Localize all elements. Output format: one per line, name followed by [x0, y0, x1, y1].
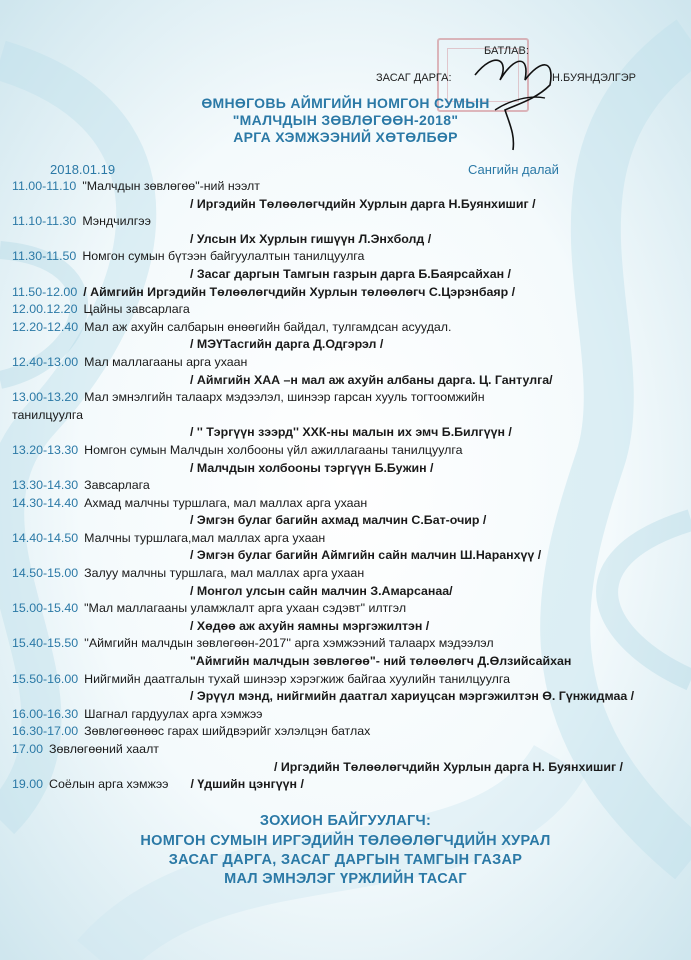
schedule-item [12, 723, 672, 741]
schedule-speaker: "Аймгийн малчдын зөвлөгөө"- ний төлөөлөгч Д.Өлзийсайхан [190, 654, 572, 669]
schedule-speaker: / Иргэдийн Төлөөлөгчдийн Хурлын дарга Н. Буянхишиг / [274, 759, 623, 774]
schedule-time: 15.40-15.50 [12, 636, 79, 651]
schedule-text: Малчны туршлага,мал маллах арга ухаан [84, 530, 326, 545]
schedule-time: 15.00-15.40 [12, 601, 79, 616]
schedule-item [12, 354, 672, 372]
schedule-text: Номгон сумын бүтээн байгуулалтын танилцуулга [82, 249, 365, 264]
schedule-item [12, 671, 672, 689]
organizer-line-1: НОМГОН СУМЫН ИРГЭДИЙН ТӨЛӨӨЛӨГЧДИЙН ХУРАЛ [140, 833, 551, 849]
schedule-time: 11.00-11.10 [12, 179, 77, 193]
schedule-speaker: / Эмгэн булаг багийн Аймгийн сайн малчин Ш.Наранхүү / [190, 548, 542, 563]
schedule-item [12, 477, 672, 495]
schedule-text: Ахмад малчны туршлага, мал маллах арга ухаан [84, 495, 368, 510]
schedule-speaker: / Иргэдийн Төлөөлөгчдийн Хурлын дарга Н.Буянхишиг / [190, 196, 536, 211]
schedule-time: 14.40-14.50 [12, 530, 79, 545]
schedule-text: Шагнал гардуулах арга хэмжээ [84, 706, 263, 721]
header-line-3: АРГА ХЭМЖЭЭНИЙ ХӨТӨЛБӨР [233, 129, 458, 145]
schedule-time: 13.00-13.20 [12, 390, 79, 405]
schedule-time: 12.20-12.40 [12, 319, 79, 334]
schedule-speaker: / '' Тэргүүн зээрд'' ХХК-ны малын их эмч Б.Билгүүн / [190, 425, 512, 440]
schedule-time: 14.30-14.40 [12, 495, 79, 510]
schedule-list [12, 178, 672, 794]
schedule-text: Зөвлөгөөнөөс гарах шийдвэрийг хэлэлцэн батлах [84, 724, 371, 739]
schedule-item [12, 741, 672, 759]
organizer-line-2: ЗАСАГ ДАРГА, ЗАСАГ ДАРГЫН ТАМГЫН ГАЗАР [168, 852, 523, 868]
schedule-text: "Мал маллагааны уламжлалт арга ухаан сэдэвт" илтгэл [84, 601, 407, 616]
schedule-text: Завсарлага [84, 478, 150, 493]
schedule-time: 14.50-15.00 [12, 566, 79, 581]
schedule-item [12, 495, 672, 513]
schedule-time: 12.40-13.00 [12, 354, 79, 369]
schedule-item [12, 635, 672, 653]
schedule-time: 15.50-16.00 [12, 671, 79, 686]
schedule-speaker: / Хөдөө аж ахуйн яамны мэргэжилтэн / [190, 618, 430, 633]
header-line-1: ӨМНӨГОВЬ АЙМГИЙН НОМГОН СУМЫН [201, 95, 490, 111]
governor-label: ЗАСАГ ДАРГА: [376, 72, 452, 84]
schedule-speaker: / Эмгэн булаг багийн ахмад малчин С.Бат-очир / [190, 513, 487, 528]
organizer-heading: ЗОХИОН БАЙГУУЛАГЧ: [259, 813, 432, 829]
schedule-item [12, 213, 672, 231]
schedule-extra: / Үдшийн цэнгүүн / [190, 777, 304, 792]
schedule-item [12, 530, 672, 548]
schedule-time: 16.00-16.30 [12, 706, 79, 721]
schedule-time: 13.30-14.30 [12, 478, 79, 493]
schedule-speaker: / Малчдын холбооны тэргүүн Б.Бужин / [190, 460, 434, 475]
schedule-time: 11.10-11.30 [12, 214, 77, 229]
schedule-speaker: / Засаг даргын Тамгын газрын дарга Б.Баярсайхан / [190, 266, 511, 281]
schedule-item [12, 301, 672, 319]
schedule-speaker: / Аймгийн ХАА –н мал аж ахуйн албаны дарга. Ц. Гантулга/ [190, 372, 553, 387]
schedule-speaker: / Эрүүл мэнд, нийгмийн даатгал хариуцсан мэргэжилтэн Ө. Гүнжидмаа / [190, 689, 635, 704]
schedule-text: Мэндчилгээ [82, 214, 151, 229]
schedule-time: 13.20-13.30 [12, 442, 79, 457]
schedule-time: 17.00 [12, 742, 44, 756]
event-location: Сангийн далай [468, 162, 559, 177]
schedule-item [12, 442, 672, 460]
schedule-time: 11.50-12.00 [12, 284, 78, 299]
schedule-time: 19.00 [12, 777, 44, 792]
schedule-text: Соёлын арга хэмжээ [49, 777, 169, 792]
approved-label: БАТЛАВ: [484, 45, 529, 57]
schedule-item [12, 706, 672, 724]
schedule-time: 12.00.12.20 [12, 302, 78, 317]
schedule-speaker: / МЭҮТасгийн дарга Д.Одгэрэл / [190, 337, 384, 352]
organizer-line-3: МАЛ ЭМНЭЛЭГ ҮРЖЛИЙН ТАСАГ [224, 871, 467, 887]
schedule-speaker: / Улсын Их Хурлын гишүүн Л.Энхболд / [190, 231, 432, 246]
schedule-text: Мал маллагааны арга ухаан [84, 354, 248, 369]
schedule-text: Зөвлөгөөний хаалт [49, 742, 159, 756]
governor-name: Н.БУЯНДЭЛГЭР [552, 72, 637, 84]
schedule-text: Номгон сумын Малчдын холбооны үйл ажиллагааны танилцуулга [84, 442, 463, 457]
header-line-2: "МАЛЧДЫН ЗӨВЛӨГӨӨН-2018" [232, 112, 459, 128]
schedule-item [12, 565, 672, 583]
schedule-item [12, 389, 672, 407]
schedule-text: "Малчдын зөвлөгөө"-ний нээлт [82, 179, 260, 193]
schedule-text: Мал эмнэлгийн талаарх мэдээлэл, шинээр гарсан хууль тогтоомжийн [84, 390, 485, 405]
schedule-text: ''Аймгийн малчдын зөвлөгөөн-2017'' арга хэмжээний талаарх мэдээлэл [84, 636, 494, 651]
schedule-text: Цайны завсарлага [83, 302, 190, 317]
schedule-item [12, 776, 672, 794]
schedule-speaker: / Монгол улсын сайн малчин З.Амарсанаа/ [190, 583, 453, 598]
schedule-item [12, 600, 672, 618]
schedule-item [12, 284, 672, 302]
event-date: 2018.01.19 [50, 162, 116, 177]
schedule-item [12, 178, 672, 196]
schedule-item [12, 319, 672, 337]
schedule-time: 11.30-11.50 [12, 249, 77, 264]
schedule-text: Мал аж ахуйн салбарын өнөөгийн байдал, тулгамдсан асуудал. [84, 319, 452, 334]
schedule-text: Нийгмийн даатгалын тухай шинээр хэрэгжиж байгаа хуулийн танилцуулга [84, 671, 511, 686]
schedule-item [12, 248, 672, 266]
schedule-text: / Аймгийн Иргэдийн Төлөөлөгчдийн Хурлын төлөөлөгч С.Цэрэнбаяр / [83, 284, 516, 299]
schedule-time: 16.30-17.00 [12, 724, 79, 739]
schedule-text: Залуу малчны туршлага, мал маллах арга ухаан [84, 566, 365, 581]
schedule-continuation: танилцуулга [12, 407, 84, 422]
